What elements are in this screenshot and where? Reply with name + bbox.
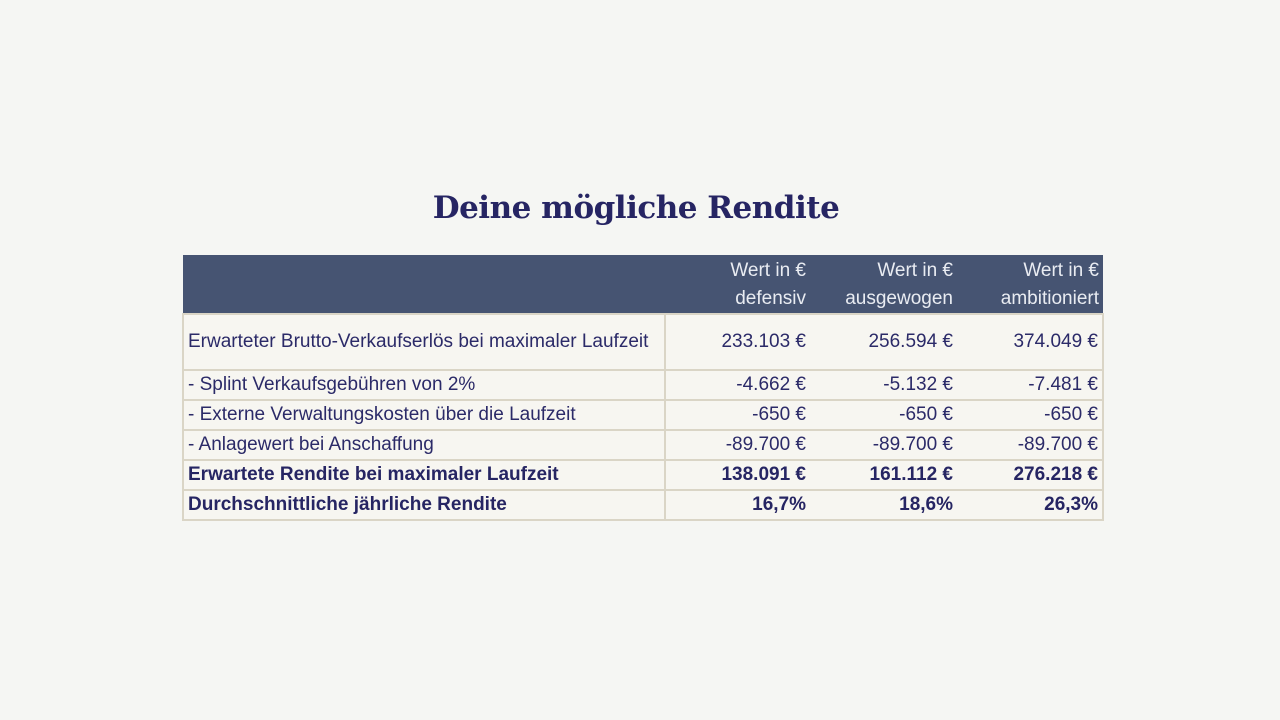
- header-cell-defensiv: [665, 255, 810, 314]
- value-ambitioniert: 276.218 €: [957, 460, 1103, 490]
- header-cell-label: [183, 255, 665, 314]
- row-label: - Externe Verwaltungskosten über die Laufzeit: [183, 400, 665, 430]
- value-ausgewogen: -5.132 €: [810, 370, 957, 400]
- row-label: Durchschnittliche jährliche Rendite: [183, 490, 665, 520]
- header-line2: ausgewogen: [845, 288, 953, 309]
- value-ambitioniert: 26,3%: [957, 490, 1103, 520]
- table-row: [183, 370, 1103, 400]
- table-row: [183, 314, 1103, 370]
- header-line2: defensiv: [735, 288, 806, 309]
- page-title: Deine mögliche Rendite: [432, 190, 840, 226]
- value-ausgewogen: 18,6%: [810, 490, 957, 520]
- value-ambitioniert: -7.481 €: [957, 370, 1103, 400]
- row-label: Erwarteter Brutto-Verkaufserlös bei maximaler Laufzeit: [183, 314, 665, 370]
- header-line2: ambitioniert: [1000, 288, 1099, 309]
- rendite-table: [182, 255, 1104, 521]
- value-ausgewogen: -650 €: [810, 400, 957, 430]
- value-defensiv: 16,7%: [665, 490, 810, 520]
- value-defensiv: -650 €: [665, 400, 810, 430]
- table-row-annual: [183, 490, 1103, 520]
- table-row: [183, 400, 1103, 430]
- value-defensiv: -89.700 €: [665, 430, 810, 460]
- table-row: [183, 430, 1103, 460]
- header-line1: Wert in €: [730, 260, 806, 281]
- value-defensiv: -4.662 €: [665, 370, 810, 400]
- value-ausgewogen: -89.700 €: [810, 430, 957, 460]
- header-cell-ambitioniert: [957, 255, 1103, 314]
- table-header-row: [183, 255, 1103, 314]
- header-cell-ausgewogen: [810, 255, 957, 314]
- value-ambitioniert: -650 €: [957, 400, 1103, 430]
- row-label: - Splint Verkaufsgebühren von 2%: [183, 370, 665, 400]
- value-ambitioniert: 374.049 €: [957, 314, 1103, 370]
- value-ausgewogen: 161.112 €: [810, 460, 957, 490]
- header-line1: Wert in €: [1023, 260, 1099, 281]
- header-line1: Wert in €: [877, 260, 953, 281]
- table-row-total: [183, 460, 1103, 490]
- row-label: Erwartete Rendite bei maximaler Laufzeit: [183, 460, 665, 490]
- value-ambitioniert: -89.700 €: [957, 430, 1103, 460]
- value-ausgewogen: 256.594 €: [810, 314, 957, 370]
- value-defensiv: 233.103 €: [665, 314, 810, 370]
- row-label: - Anlagewert bei Anschaffung: [183, 430, 665, 460]
- value-defensiv: 138.091 €: [665, 460, 810, 490]
